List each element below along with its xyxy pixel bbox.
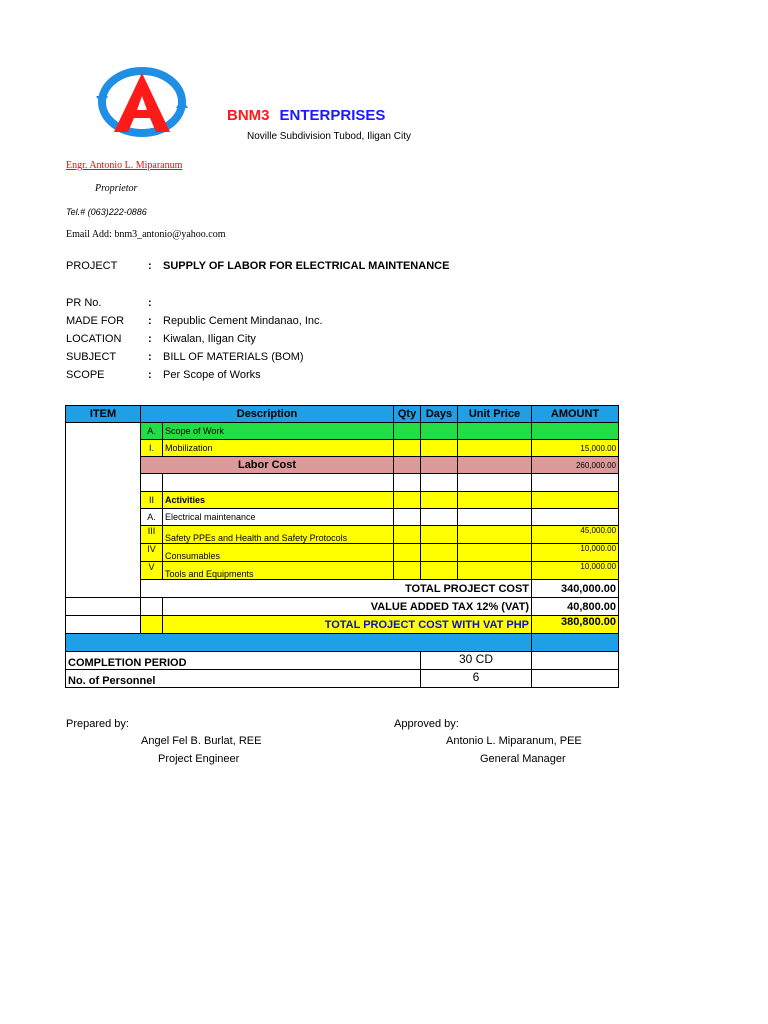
total-with-vat-row: [66, 616, 619, 634]
header-days: Days: [421, 406, 458, 423]
info-value: Per Scope of Works: [163, 369, 261, 381]
total-project-cost-label: TOTAL PROJECT COST: [141, 580, 532, 598]
info-key: PROJECT: [66, 260, 118, 272]
table-row: [66, 492, 619, 509]
row-amount: 45,000.00: [532, 526, 619, 544]
info-key: LOCATION: [66, 333, 122, 345]
table-row: [66, 423, 619, 440]
total-project-cost-row: [66, 580, 619, 598]
engineer-name: Engr. Antonio L. Miparanum: [66, 160, 183, 171]
table-row: [66, 562, 619, 580]
info-value: Republic Cement Mindanao, Inc.: [163, 315, 323, 327]
labor-cost-amount: 260,000.00: [532, 457, 619, 474]
row-desc: Activities: [163, 492, 394, 509]
table-row: [66, 509, 619, 526]
info-key: MADE FOR: [66, 315, 125, 327]
total-with-vat-label: TOTAL PROJECT COST WITH VAT PHP: [163, 616, 532, 634]
company-logo: [94, 66, 190, 138]
header-unit-price: Unit Price: [458, 406, 532, 423]
approved-by-label: Approved by:: [394, 718, 459, 730]
table-row: [66, 457, 619, 474]
row-code: V: [141, 562, 163, 580]
company-name-part2: ENTERPRISES: [279, 107, 386, 124]
blue-spacer-row: [66, 634, 619, 652]
info-colon: :: [148, 297, 152, 309]
vat-label: VALUE ADDED TAX 12% (VAT): [163, 598, 532, 616]
table-header-row: [66, 406, 619, 423]
company-address: Noville Subdivision Tubod, Iligan City: [247, 131, 411, 142]
row-code: I.: [141, 440, 163, 457]
approved-by-title: General Manager: [480, 753, 566, 765]
row-desc: Electrical maintenance: [163, 509, 394, 526]
table-row: [66, 526, 619, 544]
completion-value: 30 CD: [421, 652, 532, 670]
vat-value: 40,800.00: [532, 598, 619, 616]
telephone: Tel.# (063)222-0886: [66, 207, 147, 217]
info-colon: :: [148, 315, 152, 327]
row-code: A.: [141, 423, 163, 440]
personnel-row: [66, 670, 619, 688]
info-colon: :: [148, 333, 152, 345]
completion-row: [66, 652, 619, 670]
row-code: IV: [141, 544, 163, 562]
email: Email Add: bnm3_antonio@yahoo.com: [66, 229, 226, 240]
personnel-value: 6: [421, 670, 532, 688]
header-qty: Qty: [394, 406, 421, 423]
prepared-by-name: Angel Fel B. Burlat, REE: [141, 735, 262, 747]
table-row: [66, 544, 619, 562]
row-amount: 10,000.00: [532, 562, 619, 580]
row-desc: Scope of Work: [163, 423, 394, 440]
info-key: PR No.: [66, 297, 102, 309]
prepared-by-label: Prepared by:: [66, 718, 129, 730]
company-name: [227, 107, 385, 124]
row-desc: Mobilization: [163, 440, 394, 457]
row-desc: Consumables: [163, 544, 394, 562]
labor-cost-label: Labor Cost: [141, 457, 394, 474]
item-cell: [66, 423, 141, 598]
table-row: [66, 440, 619, 457]
completion-label: COMPLETION PERIOD: [66, 652, 421, 670]
table-row: [66, 474, 619, 492]
prepared-by-title: Project Engineer: [158, 753, 240, 765]
total-project-cost-value: 340,000.00: [532, 580, 619, 598]
header-item: ITEM: [66, 406, 141, 423]
info-colon: :: [148, 260, 152, 272]
row-desc: Safety PPEs and Health and Safety Protocols: [163, 526, 394, 544]
info-colon: :: [148, 351, 152, 363]
info-key: SCOPE: [66, 369, 105, 381]
approved-by-name: Antonio L. Miparanum, PEE: [446, 735, 582, 747]
row-code: III: [141, 526, 163, 544]
row-amount: 10,000.00: [532, 544, 619, 562]
info-value: Kiwalan, Iligan City: [163, 333, 256, 345]
row-desc: Tools and Equipments: [163, 562, 394, 580]
row-amount: 15,000.00: [532, 440, 619, 457]
header-description: Description: [141, 406, 394, 423]
vat-row: [66, 598, 619, 616]
header-amount: AMOUNT: [532, 406, 619, 423]
info-value: BILL OF MATERIALS (BOM): [163, 351, 304, 363]
row-code: A.: [141, 509, 163, 526]
info-value: SUPPLY OF LABOR FOR ELECTRICAL MAINTENANCE: [163, 260, 450, 272]
personnel-label: No. of Personnel: [66, 670, 421, 688]
proprietor-label: Proprietor: [95, 183, 138, 194]
row-code: II: [141, 492, 163, 509]
info-key: SUBJECT: [66, 351, 117, 363]
company-name-part1: BNM3: [227, 107, 270, 124]
total-with-vat-value: 380,800.00: [532, 616, 619, 634]
bom-table: [65, 405, 619, 688]
info-colon: :: [148, 369, 152, 381]
